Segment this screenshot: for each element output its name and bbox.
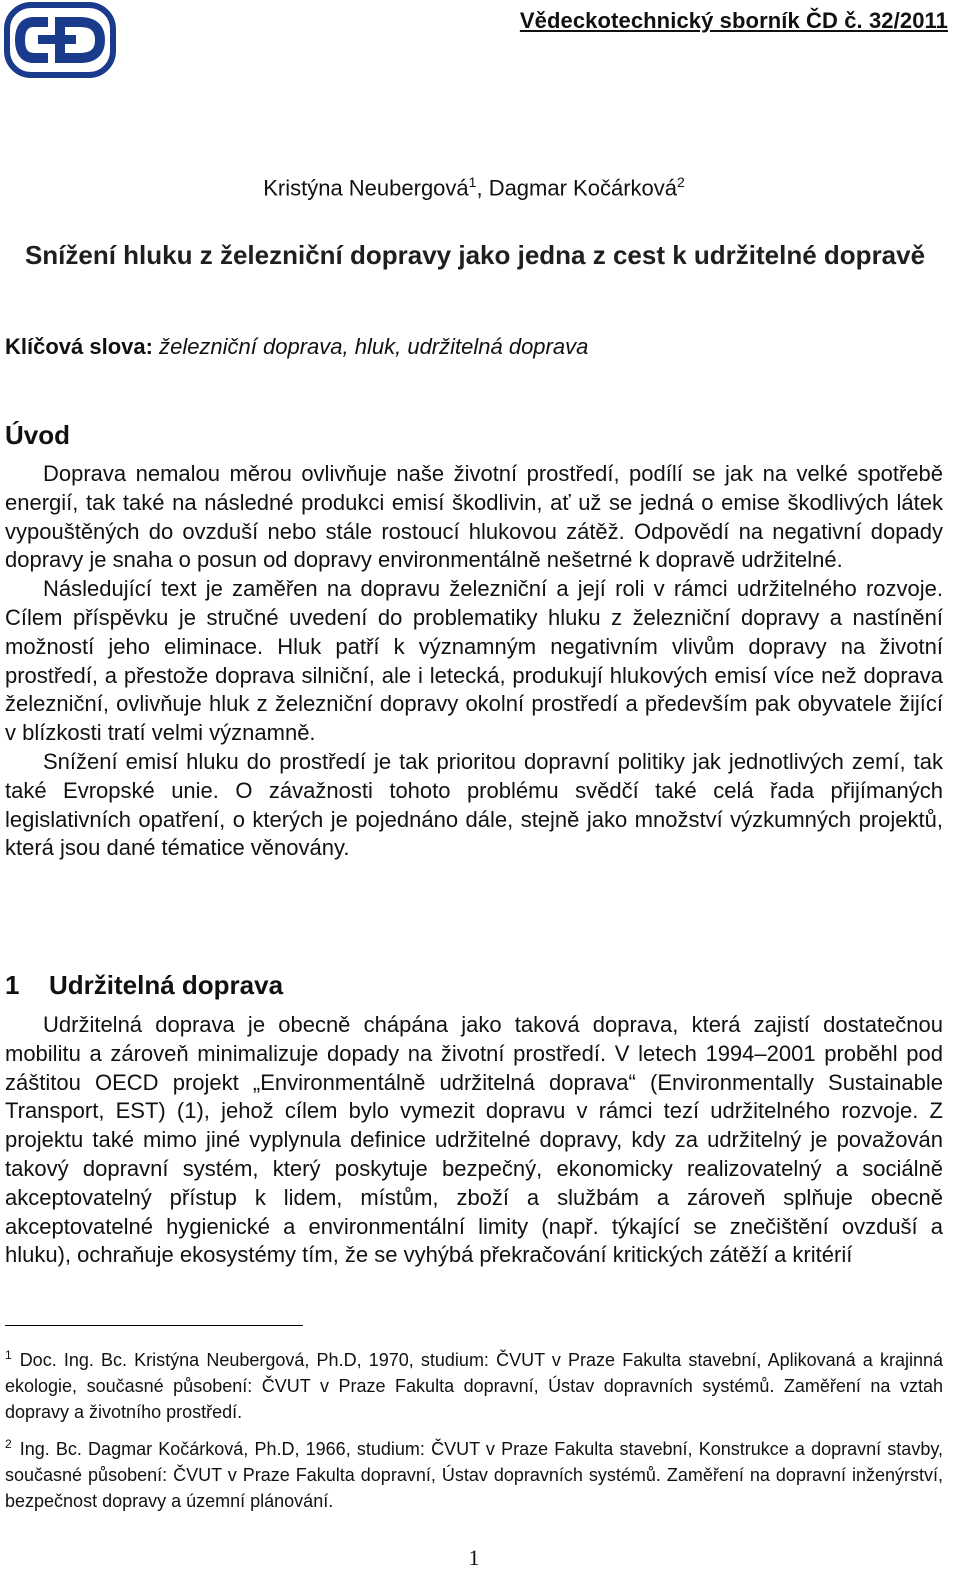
intro-paragraph: Následující text je zaměřen na dopravu železniční a její roli v rámci udržitelného rozvoje. Cílem příspěvku je stručné uvedení do problematiky hluku z železniční dopravy a nastínění možností jeho eliminace. Hluk patří k významným negativním vlivům dopravy na životní prostředí, a přestože doprava silniční, ale i letecká, produkují hlukových emisí více než doprava železniční, ovlivňuje hluk z železniční dopravy okolní prostředí a především pak obyvatele žijící v blízkosti tratí velmi významně. [5, 576, 943, 746]
footnote [5, 1431, 943, 1514]
authors-line [0, 174, 948, 201]
section-1-body [5, 1011, 943, 1270]
page-number: 1 [468, 1545, 480, 1570]
footnote-text: Doc. Ing. Bc. Kristýna Neubergová, Ph.D, 1970, studium: ČVUT v Praze Fakulta stavební, Aplikovaná a krajinná ekologie, současné působení: ČVUT v Praze Fakulta dopravní, Ústav dopravních systémů. Zaměření na vztah dopravy a životního prostředí. [5, 1350, 943, 1422]
section-number: 1 [5, 970, 20, 1000]
footnote-ref: 1 [5, 1348, 12, 1362]
section-1-heading [5, 970, 283, 1001]
intro-body [5, 460, 943, 863]
footnote-divider [5, 1325, 303, 1326]
author-1-ref: 1 [468, 174, 477, 190]
intro-paragraph: Snížení emisí hluku do prostředí je tak prioritou dopravní politiky jak jednotlivých zemí, tak také Evropské unie. O závažnosti tohoto problému svědčí také celá řada přijímaných legislativních opatření, o kterých je pojednáno dále, stejně jako množství výzkumných projektů, která jsou dané tématice věnovány. [5, 748, 943, 861]
footnote-ref: 2 [5, 1437, 12, 1451]
author-2: Dagmar Kočárková [488, 175, 677, 201]
keywords-label: Klíčová slova: [5, 334, 153, 359]
cd-logo [4, 2, 116, 78]
footnotes [5, 1342, 943, 1520]
section-title: Udržitelná doprava [49, 970, 284, 1000]
journal-title: Vědeckotechnický sborník ČD č. 32/2011 [519, 8, 948, 33]
footnote-text: Ing. Bc. Dagmar Kočárková, Ph.D, 1966, studium: ČVUT v Praze Fakulta stavební, Konstrukce a dopravní stavby, současné působení: ČVUT v Praze Fakulta dopravní, Ústav dopravních systémů. Zaměření na dopravní inženýrství, bezpečnost dopravy a územní plánování. [5, 1439, 943, 1511]
intro-paragraph: Doprava nemalou měrou ovlivňuje naše životní prostředí, podílí se jak na velké spotřebě energií, tak také na následné produkci emisí škodlivin, ať už se jedná o emise škodlivých látek vypouštěných do ovzduší nebo stále rostoucí hlukovou zátěž. Odpovědí na negativní dopady dopravy je snaha o posun od dopravy environmentálně nešetrné k dopravě udržitelné. [5, 461, 943, 573]
intro-heading: Úvod [5, 420, 70, 450]
cd-logo-icon [4, 2, 116, 78]
author-1: Kristýna Neubergová [263, 175, 469, 201]
author-separator: , [476, 175, 489, 201]
author-2-ref: 2 [677, 174, 685, 190]
keywords [5, 334, 588, 360]
section-paragraph: Udržitelná doprava je obecně chápána jako taková doprava, která zajistí dostatečnou mobilitu a zároveň minimalizuje dopady na životní prostředí. V letech 1994–2001 proběhl pod záštitou OECD projekt „Environmentálně udržitelná doprava“ (Environmentally Sustainable Transport, EST) (1), jehož cílem bylo vymezit dopravu v rámci tezí udržitelného rozvoje. Z projektu také mimo jiné vyplynula definice udržitelné dopravy, kdy za udržitelný je považován takový dopravní systém, který poskytuje bezpečný, ekonomicky realizovatelný a sociálně akceptovatelný přístup k lidem, místům, zboží a službám a zároveň splňuje obecně akceptovatelné hygienické a environmentální limity (např. týkající se znečištění ovzduší a hluku), ochraňuje ekosystémy tím, že se vyhýbá překračování kritických zátěží a kritérií [5, 1012, 943, 1268]
footnote [5, 1342, 943, 1425]
paper-title: Snížení hluku z železniční dopravy jako jedna z cest k udržitelné dopravě [24, 240, 926, 270]
keywords-value: železniční doprava, hluk, udržitelná doprava [159, 334, 589, 359]
